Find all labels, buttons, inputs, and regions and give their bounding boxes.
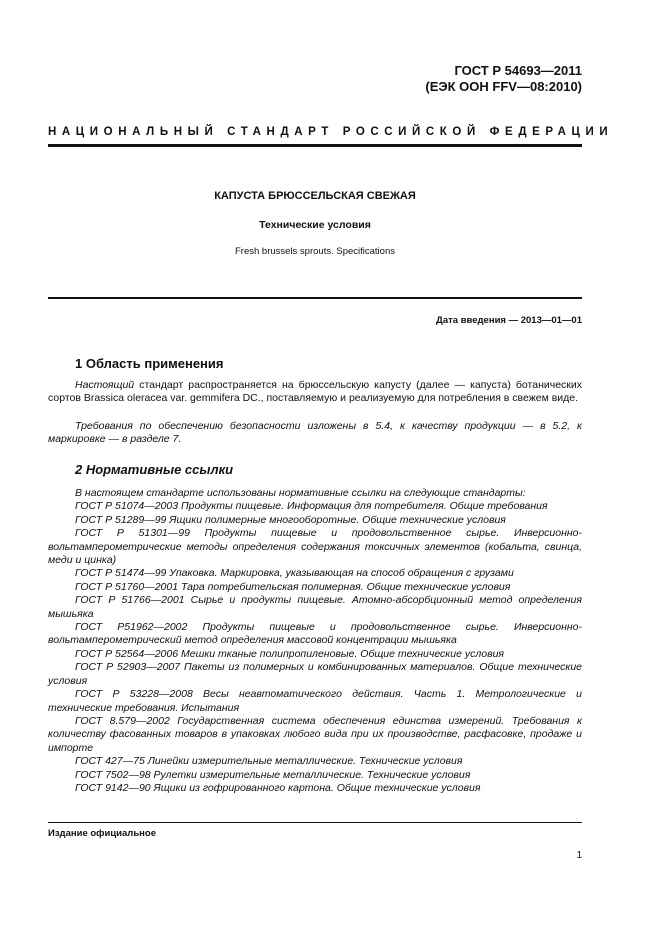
footer-rule <box>48 822 582 823</box>
section-1-paragraph-2 <box>48 420 582 447</box>
reference-item: ГОСТ Р 51766—2001 Сырье и продукты пищевые. Атомно-абсорбционный метод определения мышьяка <box>48 594 582 620</box>
reference-item: ГОСТ 427—75 Линейки измерительные металлические. Технические условия <box>75 755 463 768</box>
reference-item: ГОСТ Р 51760—2001 Тара потребительская полимерная. Общие технические условия <box>75 580 511 593</box>
section-2-heading <box>75 462 582 477</box>
section-1-paragraph-1-text: стандарт распространяется на брюссельскую капусту (далее — капуста) ботанических сортов Brassica oleracea var. gemmifera DC., поставляемую и реализуемую для потребления в свежем виде. <box>48 379 582 405</box>
title-rule <box>48 297 582 299</box>
reference-item: ГОСТ Р 52903—2007 Пакеты из полимерных и комбинированных материалов. Общие технические условия <box>48 661 582 687</box>
reference-item: ГОСТ Р51962—2002 Продукты пищевые и продовольственное сырье. Инверсионно-вольтамперометрический метод определения массовой концентрации мышьяка <box>48 621 582 647</box>
reference-item: ГОСТ Р 52564—2006 Мешки тканые полипропиленовые. Общие технические условия <box>75 647 505 660</box>
standard-designation <box>425 63 582 95</box>
reference-item: ГОСТ Р 51301—99 Продукты пищевые и продовольственное сырье. Инверсионно-вольтамперометрические методы определения содержания токсичных элементов (кобальта, свинца, меди и цинка) <box>48 527 582 567</box>
page-number: 1 <box>576 850 582 861</box>
reference-item: ГОСТ Р 53228—2008 Весы неавтоматического действия. Часть 1. Метрологические и технические требования. Испытания <box>48 688 582 714</box>
section-1-paragraph-1 <box>48 379 582 406</box>
reference-item: ГОСТ 7502—98 Рулетки измерительные металлические. Технические условия <box>75 768 471 781</box>
national-standard-banner: НАЦИОНАЛЬНЫЙ СТАНДАРТ РОССИЙСКОЙ ФЕДЕРАЦИИ <box>48 126 614 138</box>
reference-item: ГОСТ 8.579—2002 Государственная система обеспечения единства измерений. Требования к количеству фасованных товаров в упаковках любого вида при их производстве, расфасовке, продаже и импорте <box>48 714 582 754</box>
header-rule <box>48 144 582 147</box>
english-title: Fresh brussels sprouts. Specifications <box>235 246 395 257</box>
document-subtitle: Технические условия <box>259 219 371 231</box>
reference-item: ГОСТ Р 51289—99 Ящики полимерные многооборотные. Общие технические условия <box>75 513 506 526</box>
reference-item: ГОСТ Р 51074—2003 Продукты пищевые. Информация для потребителя. Общие требования <box>75 500 548 513</box>
reference-item: ГОСТ Р 51474—99 Упаковка. Маркировка, указывающая на способ обращения с грузами <box>75 567 514 580</box>
reference-item: В настоящем стандарте использованы нормативные ссылки на следующие стандарты: <box>75 487 526 499</box>
section-1-heading: 1 Область применения <box>75 356 224 371</box>
designation-gost: ГОСТ Р 54693—2011 <box>454 63 582 78</box>
section-1-paragraph-2-text: Требования по обеспечению безопасности изложены в 5.4, к качеству продукции — в 5.2, к маркировке — в разделе 7. <box>48 420 582 446</box>
date-of-introduction: Дата введения — 2013—01—01 <box>436 315 582 326</box>
reference-item: ГОСТ 9142—90 Ящики из гофрированного картона. Общие технические условия <box>75 781 481 794</box>
normative-references-list <box>48 487 582 795</box>
official-edition-label: Издание официальное <box>48 828 156 839</box>
section-2-heading-text: 2 Нормативные ссылки <box>75 462 234 477</box>
designation-unece: (ЕЭК ООН FFV—08:2010) <box>425 79 582 94</box>
section-1-paragraph-1-italic: Настоящий <box>75 379 135 391</box>
document-title: КАПУСТА БРЮССЕЛЬСКАЯ СВЕЖАЯ <box>214 190 416 202</box>
